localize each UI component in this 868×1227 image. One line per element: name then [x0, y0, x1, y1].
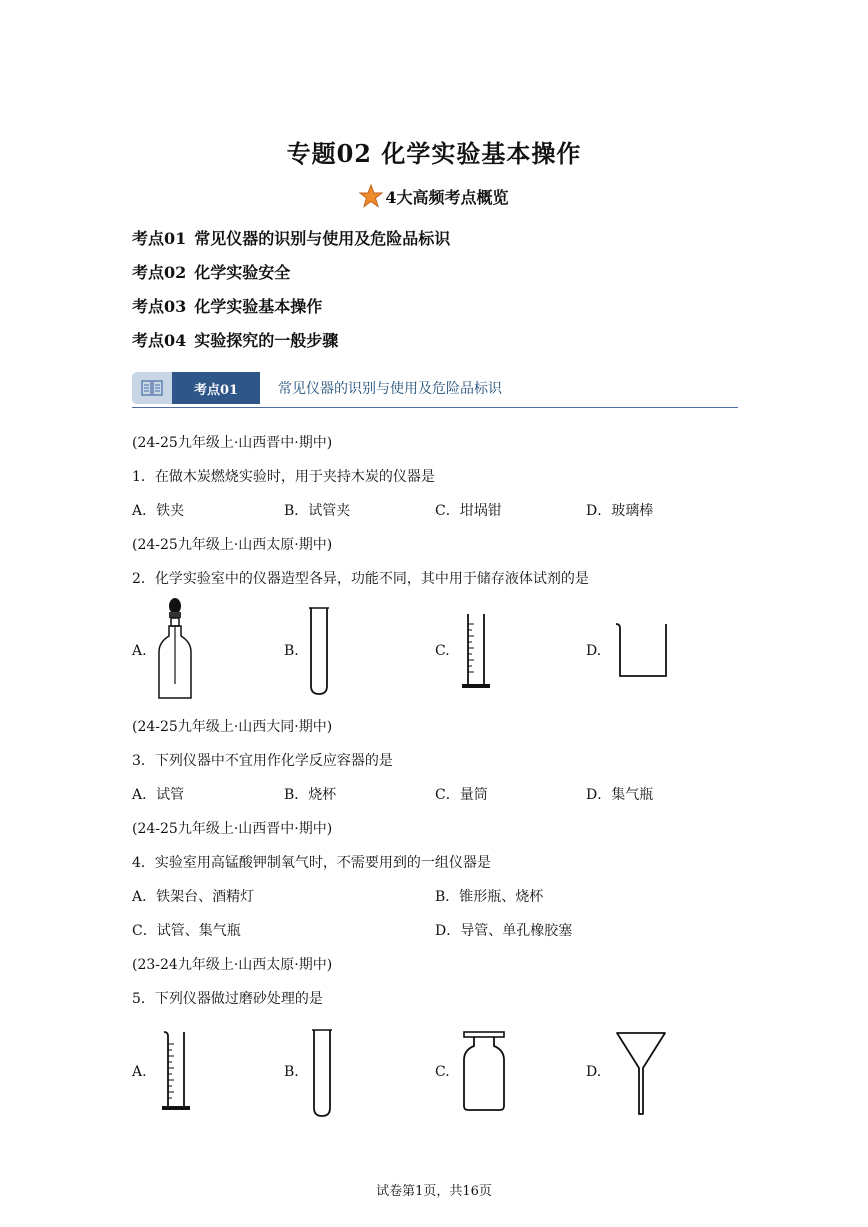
option-c: C．量筒 — [435, 787, 488, 803]
graduated-cylinder-icon — [458, 612, 494, 690]
option-d: D. — [586, 643, 602, 659]
banner-label: 考点01 — [194, 383, 239, 398]
option-a: A．铁架台、酒精灯 — [132, 889, 255, 905]
kaodian-item — [132, 226, 450, 249]
question-source: (24-25九年级上·山西太原·期中) — [132, 537, 333, 553]
question-source: (23-24九年级上·山西太原·期中) — [132, 957, 333, 973]
option-d: D．导管、单孔橡胶塞 — [435, 923, 573, 939]
star-icon — [359, 184, 383, 208]
page-footer: 试卷第1页，共16页 — [376, 1184, 492, 1199]
option-d: D. — [586, 1064, 602, 1080]
question-source: (24-25九年级上·山西大同·期中) — [132, 719, 333, 735]
option-d: D．集气瓶 — [586, 787, 654, 803]
section-banner — [132, 372, 738, 412]
option-a: A. — [132, 643, 147, 659]
question-source: (24-25九年级上·山西晋中·期中) — [132, 435, 333, 451]
test-tube-icon — [311, 1028, 333, 1118]
beaker-icon — [614, 622, 670, 680]
overview-text: 4大高频考点概览 — [385, 187, 509, 207]
option-b: B．试管夹 — [284, 503, 351, 519]
option-a: A. — [132, 1064, 147, 1080]
banner-title: 常见仪器的识别与使用及危险品标识 — [278, 381, 502, 397]
option-d: D．玻璃棒 — [586, 503, 654, 519]
question-stem: 2．化学实验室中的仪器造型各异，功能不同，其中用于储存液体试剂的是 — [132, 571, 589, 587]
kaodian-item — [132, 328, 338, 351]
option-b: B. — [284, 1064, 299, 1080]
kaodian-text: 常见仪器的识别与使用及危险品标识 — [194, 229, 451, 248]
option-b: B．烧杯 — [284, 787, 337, 803]
test-tube-icon — [308, 606, 330, 696]
document-icon — [132, 372, 172, 404]
option-c: C．试管、集气瓶 — [132, 923, 241, 939]
option-c: C．坩埚钳 — [435, 503, 502, 519]
kaodian-item — [132, 260, 290, 283]
question-stem: 3．下列仪器中不宜用作化学反应容器的是 — [132, 753, 393, 769]
option-b: B．锥形瓶、烧杯 — [435, 889, 544, 905]
kaodian-num: 考点04 — [132, 331, 187, 350]
option-a: A．铁夹 — [132, 503, 185, 519]
option-c: C. — [435, 643, 450, 659]
kaodian-text: 化学实验安全 — [194, 263, 291, 282]
kaodian-item — [132, 294, 322, 317]
option-b: B. — [284, 643, 299, 659]
question-stem: 4．实验室用高锰酸钾制氧气时，不需要用到的一组仪器是 — [132, 855, 491, 871]
overview-heading — [0, 184, 868, 208]
page-title: 专题02 化学实验基本操作 — [286, 139, 582, 168]
gas-jar-icon — [460, 1030, 508, 1112]
kaodian-text: 实验探究的一般步骤 — [194, 331, 339, 350]
question-stem: 5．下列仪器做过磨砂处理的是 — [132, 991, 323, 1007]
question-stem: 1．在做木炭燃烧实验时，用于夹持木炭的仪器是 — [132, 469, 435, 485]
funnel-icon — [614, 1030, 668, 1116]
kaodian-num: 考点01 — [132, 229, 187, 248]
kaodian-text: 化学实验基本操作 — [194, 297, 323, 316]
dropper-bottle-icon — [155, 598, 195, 702]
kaodian-num: 考点02 — [132, 263, 187, 282]
graduated-cylinder-icon — [158, 1030, 194, 1114]
option-a: A．试管 — [132, 787, 185, 803]
question-source: (24-25九年级上·山西晋中·期中) — [132, 821, 333, 837]
option-c: C. — [435, 1064, 450, 1080]
kaodian-num: 考点03 — [132, 297, 187, 316]
